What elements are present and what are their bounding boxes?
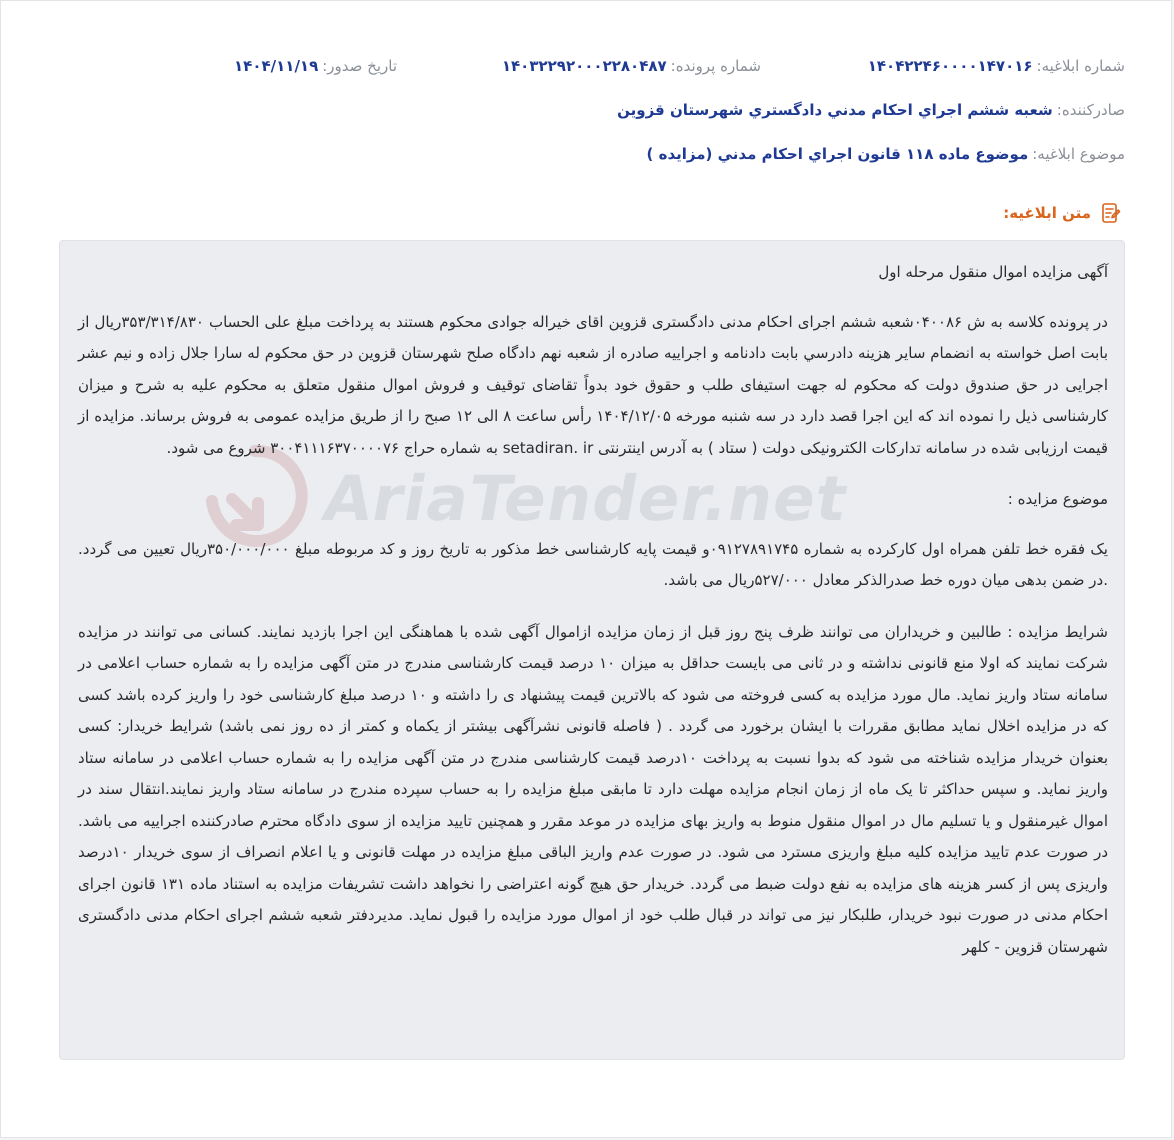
case-number-label: شماره پرونده: — [670, 57, 761, 75]
notice-paragraph-subject: یک فقره خط تلفن همراه اول کارکرده به شماره ۰۹۱۲۷۸۹۱۷۴۵و قیمت پایه کارشناسی خط مذکور به تاریخ روز و کد مربوطه مبلغ ۳۵۰/۰۰۰/۰۰۰ریال تعیین می گردد. .در ضمن بدهی میان دوره خط صدرالذکر معادل ۵۲۷/۰۰۰ریال می باشد. — [78, 539, 1108, 589]
notice-meta-row — [61, 57, 1125, 83]
issuer-label: صادرکننده: — [1056, 101, 1125, 119]
notice-number-value: ۱۴۰۴۲۲۴۶۰۰۰۰۱۴۷۰۱۶ — [867, 57, 1033, 75]
document-edit-icon — [1099, 201, 1123, 225]
notice-paragraph-case: در پرونده کلاسه به ش ۰۴۰۰۸۶شعبه ششم اجرای احکام مدنی دادگستری قزوین اقای خیراله جوادی محکوم هستند به پرداخت مبلغ علی الحساب ۳۵۳/۳۱۴/۸۳۰ریال از بابت اصل خواسته به انضمام ساير هزينه دادرسي بابت دادنامه و اجراییه صادره از شعبه نهم دادگاه صلح شهرستان قزوین در حق محکوم له سارا جلال زاده و نیم عشر اجرایی در حق صندوق دولت که محکوم له جهت استیفای طلب و حقوق خود بدواً تقاضای توقیف و فروش اموال منقول متعلق به محکوم علیه به شرح و میزان کارشناسی ذیل را نموده اند که این اجرا قصد دارد در سه شنبه مورخه ۱۴۰۴/۱۲/۰۵ رأس ساعت ۸ الی ۱۲ صبح را از طریق مزایده عمومی به فروش برساند. مزایده از قیمت ارزیابی شده در سامانه تدارکات الکترونیکی دولت ( ستاد ) به آدرس اینترنتی setadiran. ir به شماره حراج ۳۰۰۴۱۱۱۶۳۷۰۰۰۰۷۶ شروع می شود. — [78, 312, 1109, 457]
subject-label: موضوع ابلاغیه: — [1032, 145, 1125, 163]
notice-paragraph-subject-title: موضوع مزایده : — [1007, 490, 1108, 508]
issuer-value: شعبه ششم اجراي احكام مدني دادگستري شهرستان قزوين — [617, 101, 1053, 119]
subject-line — [647, 145, 1125, 163]
notice-text-heading — [1003, 201, 1123, 225]
watermark-text: AriaTender.net — [317, 461, 854, 535]
case-number — [502, 57, 761, 75]
issue-date — [234, 57, 397, 75]
issue-date-value: ۱۴۰۴/۱۱/۱۹ — [234, 57, 319, 75]
notice-text-box — [59, 240, 1125, 1060]
notice-paragraph-title: آگهی مزایده اموال منقول مرحله اول — [878, 263, 1108, 281]
notice-number-label: شماره ابلاغیه: — [1036, 57, 1125, 75]
notice-text-heading-label: متن ابلاغیه: — [1003, 204, 1091, 222]
issue-date-label: تاریخ صدور: — [322, 57, 397, 75]
subject-value: موضوع ماده ۱۱۸ قانون اجراي احكام مدني (مزايده ) — [646, 145, 1029, 163]
notice-number — [868, 57, 1125, 75]
case-number-value: ۱۴۰۳۲۲۹۲۰۰۰۲۲۸۰۴۸۷ — [501, 57, 667, 75]
notice-paragraph-conditions: شرایط مزایده : طالبین و خریداران می توانند ظرف پنج روز قبل از زمان مزایده ازاموال آگهی شده با هماهنگی این اجرا بازدید نمایند. کسانی می توانند در مزایده شرکت نمایند که اولا منع قانونی نداشته و در ثانی می بایست حداقل به میزان ۱۰ درصد قیمت کارشناسی مندرج در متن آگهی مزایده را به شماره حساب اعلامی در سامانه ستاد واریز نماید. مال مورد مزایده به کسی فروخته می شود که بالاترین قیمت پیشنهاد ی را داشته و ۱۰ درصد مبلغ کارشناسی خود را واریز کرده باشد کسی که در مزایده اخلال نماید مطابق مقررات با ایشان برخورد می گردد . ( فاصله قانونی نشرآگهی بیشتر از یکماه و کمتر از ده روز نمی باشد) شرایط خریدار: کسی بعنوان خریدار مزایده شناخته می شود که بدوا نسبت به پرداخت ۱۰درصد قیمت کارشناسی مندرج در متن آگهی مزایده را به شماره حساب اعلامی در سامانه ستاد واریز نماید. و سپس حداکثر تا یک ماه از زمان انجام مزایده مهلت دارد تا مابقی مبلغ مزایده را به حساب سپرده مندرج در سامانه ستاد واریز نمایند.انتقال سند در اموال غیرمنقول و یا تسلیم مال در اموال منقول منوط به واریز بهای مزایده در موعد مقرر و همچنین تایید مزایده از سوی دادگاه محترم صادرکننده اجراییه می باشد. در صورت عدم تایید مزایده کلیه مبلغ واریزی مسترد می شود. در صورت عدم واریز الباقی مبلغ مزایده در مهلت قانونی و یا اعلام انصراف از سوی خریدار ۱۰درصد واریزی پس از کسر هزینه های مزایده به نفع دولت ضبط می گردد. خریدار حق هیچ گونه اعتراضی را نخواهد داشت تشریفات مزایده به استناد ماده ۱۳۱ قانون اجرای احکام مدنی در صورت نبود خریدار، طلبکار نیز می تواند در قبال طلب خود از اموال مورد مزایده را قبول نماید. مدیردفتر شعبه ششم اجرای احکام مدنی دادگستری شهرستان قزوین - کلهر — [78, 622, 1109, 956]
issuer-line — [617, 101, 1125, 119]
